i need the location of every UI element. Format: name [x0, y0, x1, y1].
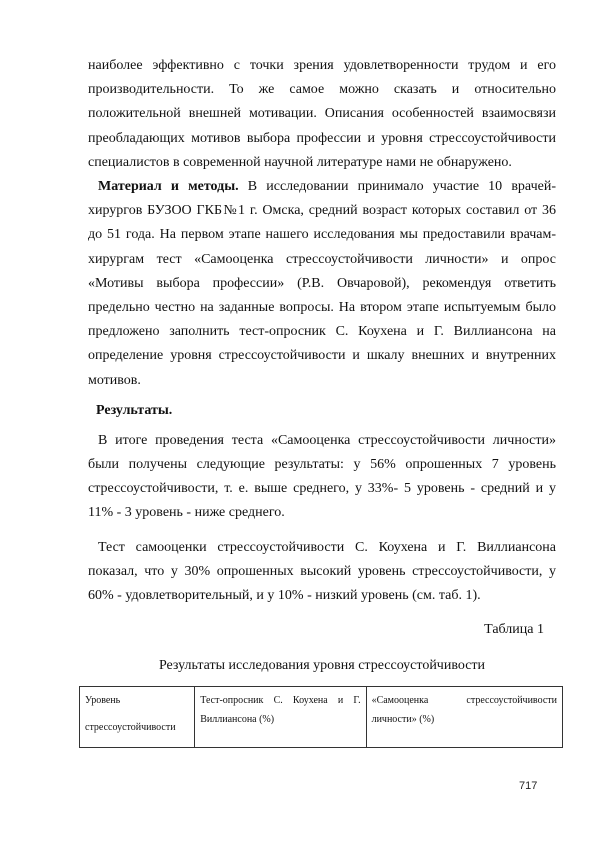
header-cell-level — [80, 687, 195, 748]
document-page — [85, 54, 557, 748]
paragraph-methods — [88, 175, 556, 393]
header-cell-cohen-test: Тест-опросник С. Коухена и Г. Виллиансона (%) — [195, 687, 366, 748]
methods-text: В исследовании принимало участие 10 врачей-хирургов БУЗОО ГКБ№1 г. Омска, средний возраст которых составил от 36 до 51 года. На первом этапе нашего исследования мы предоставили врачам-хирургам тест «Самооценка стрессоустойчивости личности» и опрос «Мотивы выбора профессии» (Р.В. Овчаровой), рекомендуя ответить предельно честно на заданные вопросы. На втором этапе испытуемым было предложено заполнить тест-опросник С. Коухена и Г. Виллиансона на определение уровня стрессоустойчивости и шкалу внешних и внутренних мотивов. — [88, 179, 556, 388]
header-cell-self-assessment: «Самооценка стрессоустойчивости личности» (%) — [366, 687, 562, 748]
paragraph-intro: наиболее эффективно с точки зрения удовлетворенности трудом и его производительности. То же самое можно сказать и относительно положительной внешней мотивации. Описания особенностей взаимосвязи преобладающих мотивов выбора профессии и уровня стрессоустойчивости специалистов в современной научной литературе нами не обнаружено. — [88, 58, 556, 170]
header-cell-level-line2: стрессоустойчивости — [85, 722, 176, 734]
methods-heading: Материал и методы. — [98, 179, 239, 195]
paragraph-results-1: В итоге проведения теста «Самооценка стрессоустойчивости личности» были получены следующие результаты: у 56% опрошенных 7 уровень стрессоустойчивости, т. е. выше среднего, у 33%- 5 уровень - средний и у 11% - 3 уровень - ниже среднего. — [88, 432, 556, 521]
paragraph-results-2: Тест самооценки стрессоустойчивости С. Коухена и Г. Виллиансона показал, что у 30% опрошенных высокий уровень стрессоустойчивости, у 60% - удовлетворительный, и у 10% - низкий уровень (см. таб. 1). — [88, 539, 556, 604]
table-label: Таблица 1 — [484, 622, 544, 638]
page-number: 717 — [519, 780, 538, 792]
table-title: Результаты исследования уровня стрессоустойчивости — [158, 658, 486, 674]
header-cell-level-line1: Уровень — [85, 695, 121, 707]
table-header-row — [80, 687, 563, 748]
results-table — [79, 686, 563, 748]
results-heading: Результаты. — [96, 402, 173, 418]
